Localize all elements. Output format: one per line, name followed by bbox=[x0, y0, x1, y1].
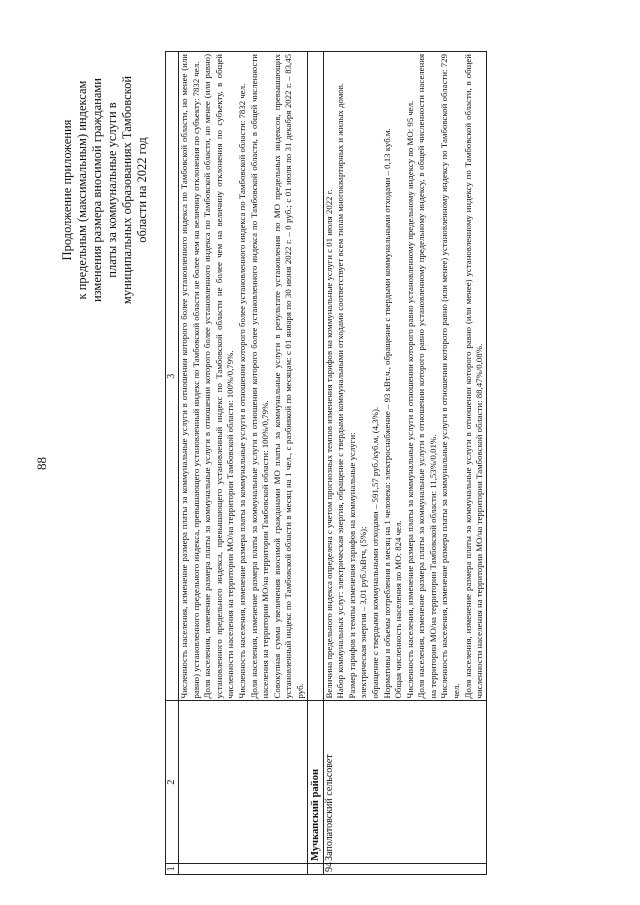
settlement-row bbox=[323, 52, 486, 875]
rotated-content bbox=[20, 25, 620, 885]
settlement-name: Заполатовский сельсовет bbox=[323, 701, 486, 863]
column-number-row bbox=[166, 52, 179, 875]
header-line: муниципальных образованиях Тамбовской bbox=[120, 75, 134, 305]
header-line: Продолжение приложения bbox=[60, 119, 74, 261]
text-paragraph: Численность населения, изменение размера платы за коммунальные услуги в отношении которого равно установленному предельному индексу по МО: 95 чел. bbox=[404, 100, 415, 699]
text-paragraph: Набор коммунальных услуг: электрическая энергия, обращение с твердыми коммунальными отходами соответствует всем типам многоквартирных и жилых домов. bbox=[335, 82, 346, 699]
text-paragraph: Совокупная сумма увеличения вносимой гражданами МО платы за коммунальные услуги в результате установления по МО предельных индексов, превышающих установленный индекс по Тамбовской области в месяц на 1 чел., с разбивкой по месяцам: с 01 января по 30 июня 2022 г. – 0 руб.; с 01 июля по 31 декабря 2022 г. – 83,45 руб. bbox=[271, 54, 305, 699]
text-paragraph: Доля населения, изменение размера платы за коммунальные услуги в отношении которого равно (или менее) установленному индексу по Тамбовской области, в общей численности населения на территории МО/на территории Тамбовской области: 88,47%/0,08%. bbox=[462, 54, 485, 699]
column-number: 3 bbox=[166, 52, 179, 701]
column-number: 1 bbox=[166, 863, 179, 874]
text-paragraph: Общая численность населения по МО: 824 чел. bbox=[393, 520, 404, 699]
text-paragraph: Доля населения, изменение размера платы за коммунальные услуги в отношении которого более установленного индекса по Тамбовской области, но менее (или равно) установленного предельного индекса, превышающего установленный индекс по Тамбовской области не более чем на величину отклонения по субъекту, в общей численности населения на территории МО/на территории Тамбовской области: 100%/0,79%. bbox=[202, 54, 236, 699]
region-name: Мучкапский район bbox=[307, 701, 323, 863]
region-row bbox=[307, 52, 323, 875]
row-number: 94 bbox=[323, 863, 486, 874]
continued-row bbox=[179, 52, 308, 875]
text-paragraph: Численность населения, изменение размера платы за коммунальные услуги в отношении которого более установленного индекса по Тамбовской области: 7832 чел. bbox=[236, 83, 247, 699]
text-paragraph: Численность населения, изменение размера платы за коммунальные услуги в отношении которого равно (или менее) установленному индексу по Тамбовской области: 729 чел. bbox=[439, 54, 462, 699]
column-number: 2 bbox=[166, 701, 179, 863]
text-paragraph: Нормативы и объемы потребления в месяц на 1 человека: электроснабжение – 93 кВт.ч., обращение с твердыми коммунальными отходами – 0,13 куб.м. bbox=[381, 128, 392, 699]
text-paragraph: Размер тарифов и темпы изменения тарифов на коммунальные услуги: bbox=[346, 432, 357, 699]
page-number: 88 bbox=[34, 457, 49, 470]
text-paragraph: Доля населения, изменение размера платы за коммунальные услуги в отношении которого равно установленному предельному индексу, в общей численности населения на территории МО/на территории Тамбовской области: 11,53%/0,01%. bbox=[416, 54, 438, 699]
header-line: области на 2022 год bbox=[135, 137, 149, 243]
text-paragraph: Величина предельного индекса определена с учетом прогнозных темпов изменения тарифов на коммунальные услуги с 01 июля 2022 г. bbox=[323, 189, 334, 699]
indices-table bbox=[165, 51, 487, 875]
continued-description bbox=[179, 52, 308, 701]
header-line: платы за коммунальные услуги в bbox=[105, 102, 119, 278]
header-line: изменения размера вносимой гражданами bbox=[90, 78, 104, 303]
settlement-description bbox=[323, 52, 486, 701]
text-paragraph: Численность населения, изменение размера платы за коммунальные услуги в отношении которого более установленного индекса по Тамбовской области, но менее (или равно) установленного предельного индекса, превышающего установленный индекс по Тамбовской области не более чем на величину отклонения по субъекту: 7832 чел. bbox=[179, 54, 201, 699]
text-paragraph: обращение с твердыми коммунальными отходами – 591,57 руб./куб.м, (4,3%). bbox=[369, 406, 380, 699]
text-paragraph: Доля населения, изменение размера платы за коммунальные услуги в отношении которого более установленного индекса по Тамбовской области, в общей численности населения на территории МО/на территории Тамбовской области: 100%/0,79%. bbox=[248, 54, 271, 699]
appendix-header bbox=[60, 55, 150, 325]
text-paragraph: электрическая энергия – 3,01 руб./кВтч, (5%); bbox=[358, 526, 369, 699]
header-line: к предельным (максимальным) индексам bbox=[75, 80, 89, 300]
